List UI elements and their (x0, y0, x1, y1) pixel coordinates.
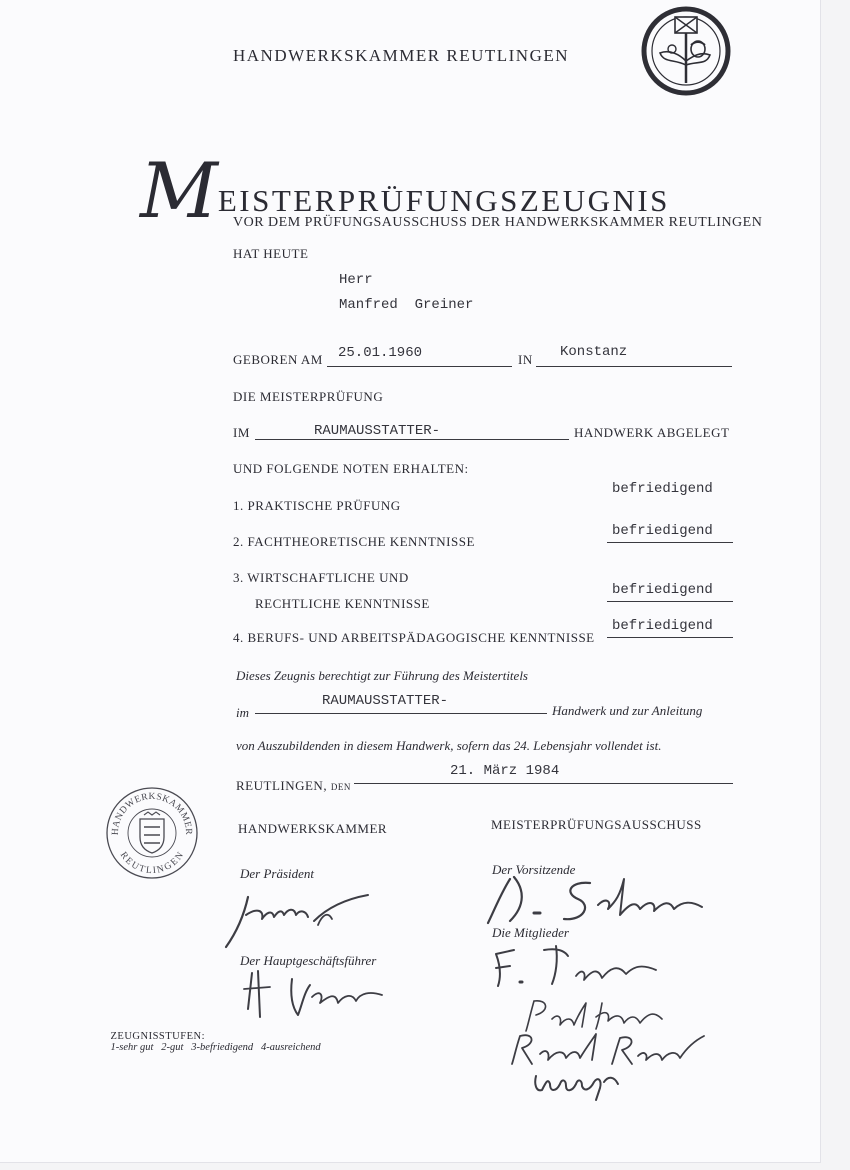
grade-4-value: befriedigend (612, 618, 713, 634)
member-signature-4-icon (528, 1062, 668, 1102)
grading-scale (100, 1020, 321, 1064)
seal-bottom-text: REUTLINGEN (118, 850, 186, 876)
seal-top-text: HANDWERKSKAMMER (110, 791, 194, 836)
exam-trade: RAUMAUSSTATTER- (314, 423, 441, 439)
members-label: Die Mitglieder (492, 925, 569, 940)
grade-4-label: 4. BERUFS- UND ARBEITSPÄDAGOGISCHE KENNTNISSE (233, 630, 595, 645)
exam-label: DIE MEISTERPRÜFUNG (233, 389, 384, 404)
exam-im-label: IM (233, 425, 250, 440)
entitlement-trade-line (255, 713, 547, 714)
grade-3-value: befriedigend (612, 582, 713, 598)
manager-label: Der Hauptgeschäftsführer (240, 953, 377, 968)
guild-emblem-icon (640, 5, 732, 97)
born-label: GEBOREN AM (233, 352, 323, 367)
entitlement-line-2-suffix: Handwerk und zur Anleitung (552, 703, 703, 718)
official-seal-icon (104, 785, 200, 881)
birth-date-line (327, 366, 512, 367)
exam-trade-line (255, 439, 569, 440)
entitlement-line-1: Dieses Zeugnis berechtigt zur Führung des Meistertitels (236, 668, 528, 683)
holder-name: Manfred Greiner (339, 297, 474, 313)
entitlement-trade: RAUMAUSSTATTER- (322, 693, 449, 709)
president-signature-icon (218, 885, 378, 955)
birth-place-line (536, 366, 732, 367)
grade-2-label: 2. FACHTHEORETISCHE KENNTNISSE (233, 534, 475, 549)
chamber-header: HANDWERKSKAMMER REUTLINGEN (233, 46, 570, 65)
grade-1-label: 1. PRAKTISCHE PRÜFUNG (233, 498, 401, 513)
grades-intro: UND FOLGENDE NOTEN ERHALTEN: (233, 461, 469, 476)
grading-scale-label: ZEUGNISSTUFEN: (110, 1031, 206, 1042)
birth-date: 25.01.1960 (338, 345, 423, 361)
grade-2-value: befriedigend (612, 523, 713, 539)
grade-3-line (607, 601, 733, 602)
grading-scale-levels: 1-sehr gut 2-gut 3-befriedigend 4-ausreichend (110, 1042, 321, 1053)
president-label: Der Präsident (240, 866, 315, 881)
title-initial: M (140, 146, 218, 235)
grade-3-label-2: RECHTLICHE KENNTNISSE (255, 596, 430, 611)
member-signature-1-icon (486, 940, 676, 990)
grade-3-label: 3. WIRTSCHAFTLICHE UND (233, 570, 409, 585)
left-heading: HANDWERKSKAMMER (238, 821, 388, 836)
in-label: IN (518, 352, 533, 367)
intro-line-2: HAT HEUTE (233, 246, 309, 261)
issue-date: 21. März 1984 (450, 763, 560, 779)
grade-4-line (607, 637, 733, 638)
entitlement-line-3: von Auszubildenden in diesem Handwerk, sofern das 24. Lebensjahr vollendet ist. (236, 738, 662, 753)
right-heading: MEISTERPRÜFUNGSAUSSCHUSS (491, 817, 702, 832)
chair-label: Der Vorsitzende (492, 862, 576, 877)
birth-place: Konstanz (560, 344, 628, 360)
intro-line-1: VOR DEM PRÜFUNGSAUSSCHUSS DER HANDWERKSKAMMER REUTLINGEN (233, 215, 763, 230)
exam-suffix: HANDWERK ABGELEGT (574, 425, 730, 440)
salutation: Herr (339, 272, 373, 288)
title-rest: EISTERPRÜFUNGSZEUGNIS (217, 183, 670, 218)
place-date-label: REUTLINGEN, den (236, 778, 351, 793)
place-date-line (354, 783, 733, 784)
grade-2-line (607, 542, 733, 543)
manager-signature-icon (240, 965, 390, 1025)
entitlement-im-label: im (236, 705, 249, 720)
grade-1-value: befriedigend (612, 481, 713, 497)
